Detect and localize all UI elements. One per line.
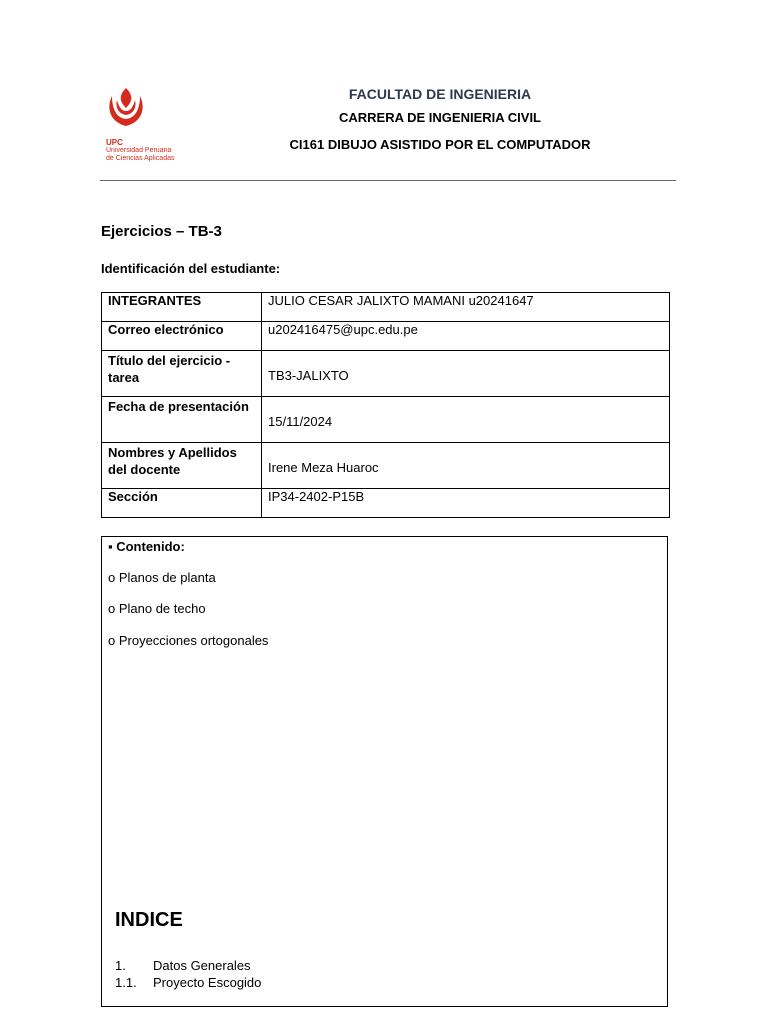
indice-title: INDICE — [115, 909, 183, 931]
course-title: CI161 DIBUJO ASISTIDO POR EL COMPUTADOR — [289, 137, 591, 152]
toc-number: 1.1. — [115, 975, 137, 990]
toc-text: Proyecto Escogido — [153, 975, 262, 990]
table-row — [102, 351, 670, 397]
row-label: Nombres y Apellidos del docente — [102, 443, 262, 489]
toc-text: Datos Generales — [153, 958, 251, 973]
logo-line-1: Universidad Peruana — [106, 147, 172, 154]
student-info-table — [101, 292, 670, 518]
upc-flame-icon — [106, 86, 146, 134]
exercise-title: Ejercicios – TB-3 — [101, 223, 222, 240]
row-value: TB3-JALIXTO — [262, 351, 670, 397]
row-value: JULIO CESAR JALIXTO MAMANI u20241647 — [262, 293, 670, 322]
row-label: Correo electrónico — [102, 322, 262, 351]
row-label: Título del ejercicio - tarea — [102, 351, 262, 397]
content-heading: ▪ Contenido: — [108, 539, 185, 554]
table-row — [102, 443, 670, 489]
toc-entry — [115, 975, 261, 990]
header-divider — [100, 180, 676, 181]
logo-text — [106, 138, 175, 163]
toc-number: 1. — [115, 958, 126, 973]
table-row — [102, 293, 670, 322]
table-row — [102, 322, 670, 351]
table-row — [102, 397, 670, 443]
row-value: IP34-2402-P15B — [262, 489, 670, 518]
row-label: Fecha de presentación — [102, 397, 262, 443]
career-title: CARRERA DE INGENIERIA CIVIL — [339, 110, 541, 125]
row-value: 15/11/2024 — [262, 397, 670, 443]
row-value: u202416475@upc.edu.pe — [262, 322, 670, 351]
student-id-heading: Identificación del estudiante: — [101, 261, 281, 276]
logo-line-2: de Ciencias Aplicadas — [106, 155, 175, 162]
content-box — [101, 536, 668, 1007]
logo-abbr: UPC — [106, 138, 123, 147]
row-label: INTEGRANTES — [102, 293, 262, 322]
content-item: o Planos de planta — [108, 570, 216, 585]
row-value: Irene Meza Huaroc — [262, 443, 670, 489]
row-label: Sección — [102, 489, 262, 518]
faculty-title: FACULTAD DE INGENIERIA — [348, 86, 532, 102]
table-row — [102, 489, 670, 518]
upc-logo — [106, 86, 182, 168]
content-item: o Proyecciones ortogonales — [108, 633, 269, 648]
toc-entry — [115, 958, 251, 973]
content-item: o Plano de techo — [108, 601, 206, 616]
